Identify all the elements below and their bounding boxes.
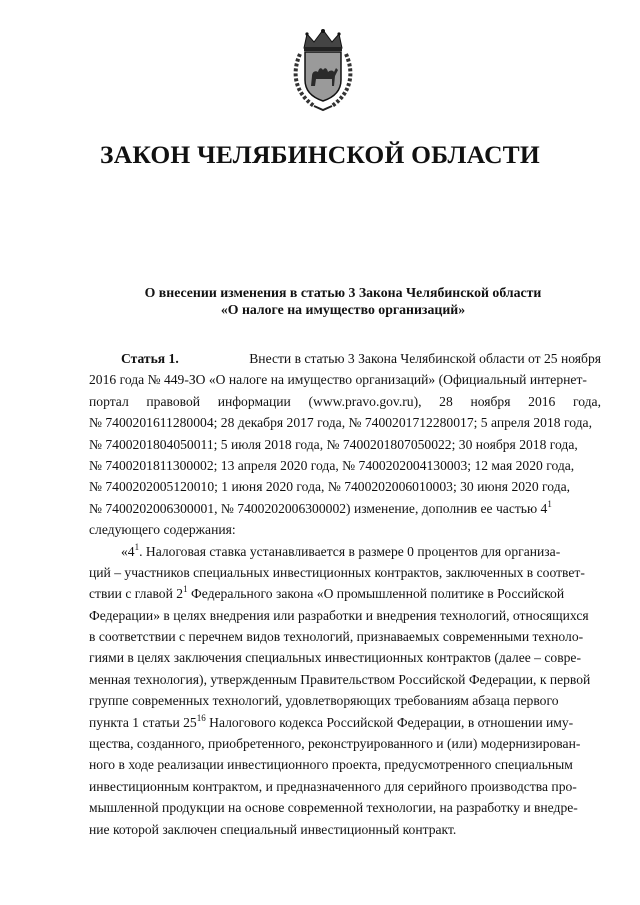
text-line: мышленной продукции на основе современной технологии, на разработку и внедре-: [89, 800, 578, 816]
text-line: [89, 391, 601, 412]
superscript: 1: [134, 541, 140, 552]
text-line: [89, 498, 601, 519]
text-line: 2016 года № 449-ЗО «О налоге на имущество организаций» (Официальный интернет-: [89, 372, 587, 388]
superscript: 1: [547, 498, 552, 509]
word: портал: [89, 393, 129, 409]
word: информации: [217, 393, 291, 409]
text-line: ного в ходе реализации инвестиционного проекта, предусмотренного специальным: [89, 757, 573, 773]
text-line: инвестиционным контрактом, и предназначенного для серийного производства про-: [89, 778, 577, 794]
text-line: № 7400201611280004; 28 декабря 2017 года, № 7400201712280017; 5 апреля 2018 года,: [89, 415, 592, 431]
text-line: [89, 541, 601, 562]
word: правовой: [146, 393, 201, 409]
law-body: [89, 348, 601, 840]
text-fragment: № 7400202006300001, № 7400202006300002) изменение, дополнив ее частью $4^1$: [89, 498, 552, 516]
law-subtitle: [0, 284, 640, 318]
text-line: в соответствии с перечнем видов технологий, признаваемых современными техноло-: [89, 629, 584, 645]
article-label: Статья 1.: [121, 351, 179, 366]
text-line: № 7400201804050011; 5 июля 2018 года, № 7400201807050022; 30 ноября 2018 года,: [89, 436, 578, 452]
text-line: № 7400201811300002; 13 апреля 2020 года, № 7400202004130003; 12 мая 2020 года,: [89, 457, 575, 473]
text-line: [89, 348, 601, 369]
text-line: щества, созданного, приобретенного, реконструированного и (или) модернизирован-: [89, 736, 581, 752]
word: года,: [573, 393, 601, 409]
word: (www.pravo.gov.ru),: [308, 393, 422, 409]
text-line: группе современных технологий, удовлетворяющих требованиям абзаца первого: [89, 693, 559, 709]
text-fragment: «$4^1$. Налоговая ставка устанавливается в размере 0 процентов для организа-: [121, 541, 561, 559]
superscript: 16: [196, 712, 206, 723]
superscript: 1: [183, 584, 188, 595]
text-line: [89, 712, 601, 733]
coat-of-arms-icon: [290, 28, 356, 112]
word: 2016: [528, 393, 556, 409]
text-line: следующего содержания:: [89, 522, 236, 538]
law-title: ЗАКОН ЧЕЛЯБИНСКОЙ ОБЛАСТИ: [100, 140, 540, 169]
text-fragment: пункта 1 статьи $25^{16}$ Налогового кодекса Российской Федерации, в отношении иму-: [89, 712, 574, 730]
word: ноября: [470, 393, 511, 409]
text-line: № 7400202005120010; 1 июня 2020 года, № 7400202006010003; 30 июня 2020 года,: [89, 479, 571, 495]
text-line: Федерации» в целях внедрения или разработки и внедрения технологий, относящихся: [89, 607, 589, 623]
text-line: ние которой заключен специальный инвестиционный контракт.: [89, 821, 457, 837]
text-line: гиями в целях заключения специальных инвестиционных контрактов (далее – совре-: [89, 650, 581, 666]
text-line: менная технология), утвержденным Правительством Российской Федерации, к первой: [89, 671, 591, 687]
text-line: ций – участников специальных инвестиционных контрактов, заключенных в соответ-: [89, 564, 585, 580]
text-fragment: ствии с главой $2^1$ Федерального закона «О промышленной политике в Российской: [89, 584, 565, 602]
text-fragment: Внести в статью 3 Закона Челябинской области от 25 ноября: [249, 351, 601, 366]
text-line: [89, 583, 601, 604]
word: 28: [439, 393, 453, 409]
subtitle-line-2: «О налоге на имущество организаций»: [220, 302, 466, 317]
subtitle-line-1: О внесении изменения в статью 3 Закона Челябинской области: [144, 285, 542, 300]
